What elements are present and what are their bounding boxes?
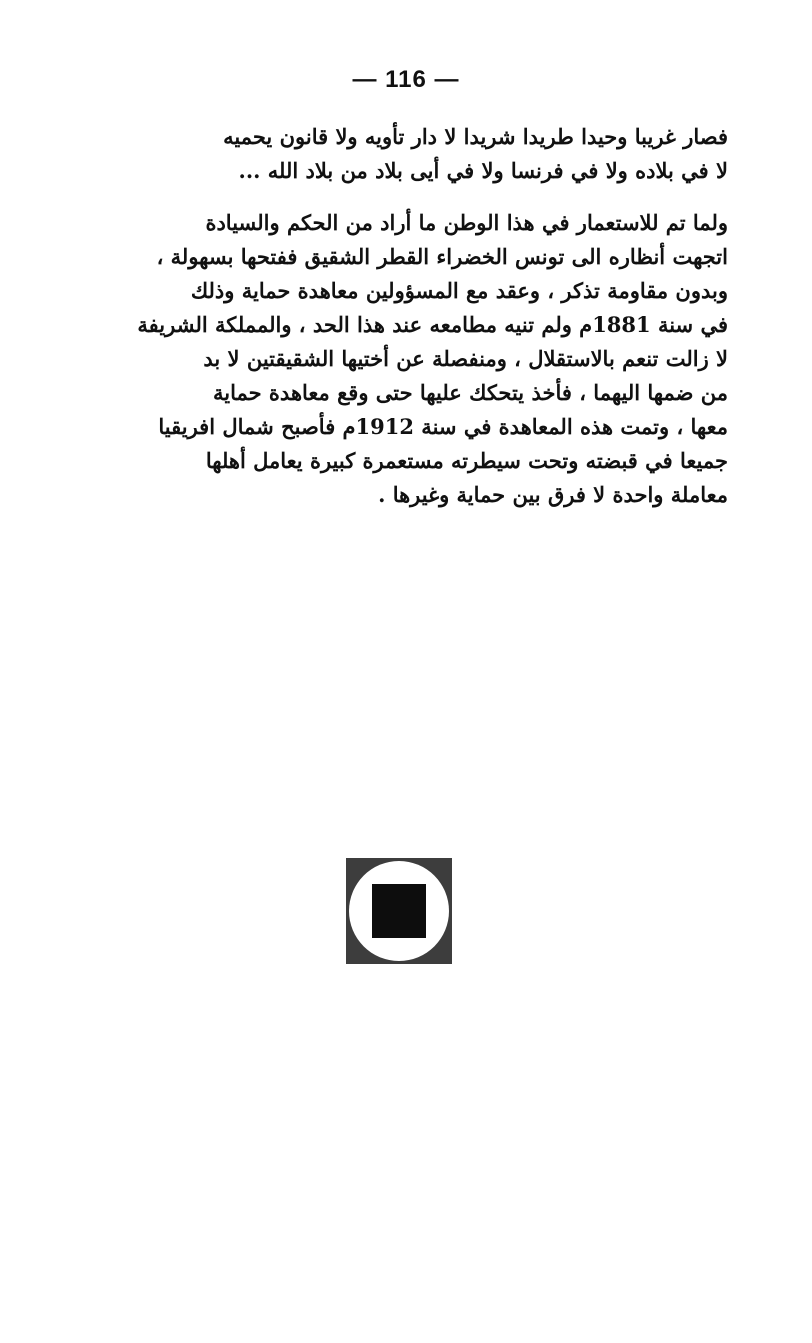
paragraph-2: [66, 206, 728, 512]
paragraph-2-line-1: ولما تم للاستعمار في هذا الوطن ما أراد من الحكم والسيادة: [205, 210, 728, 235]
paragraph-1: [66, 120, 728, 188]
paragraph-2-line-5: لا زالت تنعم بالاستقلال ، ومنفصلة عن أختيها الشقيقتين لا بد: [203, 346, 728, 371]
paragraph-1-line-2: لا في بلاده ولا في فرنسا ولا في أيى بلاد من بلاد الله ...: [238, 158, 728, 183]
paragraph-1-line-1: فصار غريبا وحيدا طريدا شريدا لا دار تأويه ولا قانون يحميه: [223, 124, 728, 149]
paragraph-2-line-7: معها ، وتمت هذه المعاهدة في سنة 1912م فأصبح شمال افريقيا: [158, 414, 728, 439]
paragraph-2-line-6: من ضمها اليهما ، فأخذ يتحكك عليها حتى وقع معاهدة حماية: [212, 380, 728, 405]
paragraph-2-line-3: وبدون مقاومة تذكر ، وعقد مع المسؤولين معاهدة حماية وذلك: [190, 278, 728, 303]
paragraph-2-line-4: في سنة 1881م ولم تنيه مطامعه عند هذا الحد ، والمملكة الشريفة: [137, 312, 728, 337]
paragraph-2-line-8: جميعا في قبضته وتحت سيطرته مستعمرة كبيرة يعامل أهلها: [205, 448, 728, 473]
square-in-circle-icon: [346, 858, 452, 964]
page-number: — 116 —: [352, 66, 460, 93]
paragraph-2-line-2: اتجهت أنظاره الى تونس الخضراء القطر الشقيق ففتحها بسهولة ،: [156, 244, 728, 269]
paragraph-2-line-9: معاملة واحدة لا فرق بين حماية وغيرها .: [378, 482, 728, 507]
emblem-core: [372, 884, 426, 938]
